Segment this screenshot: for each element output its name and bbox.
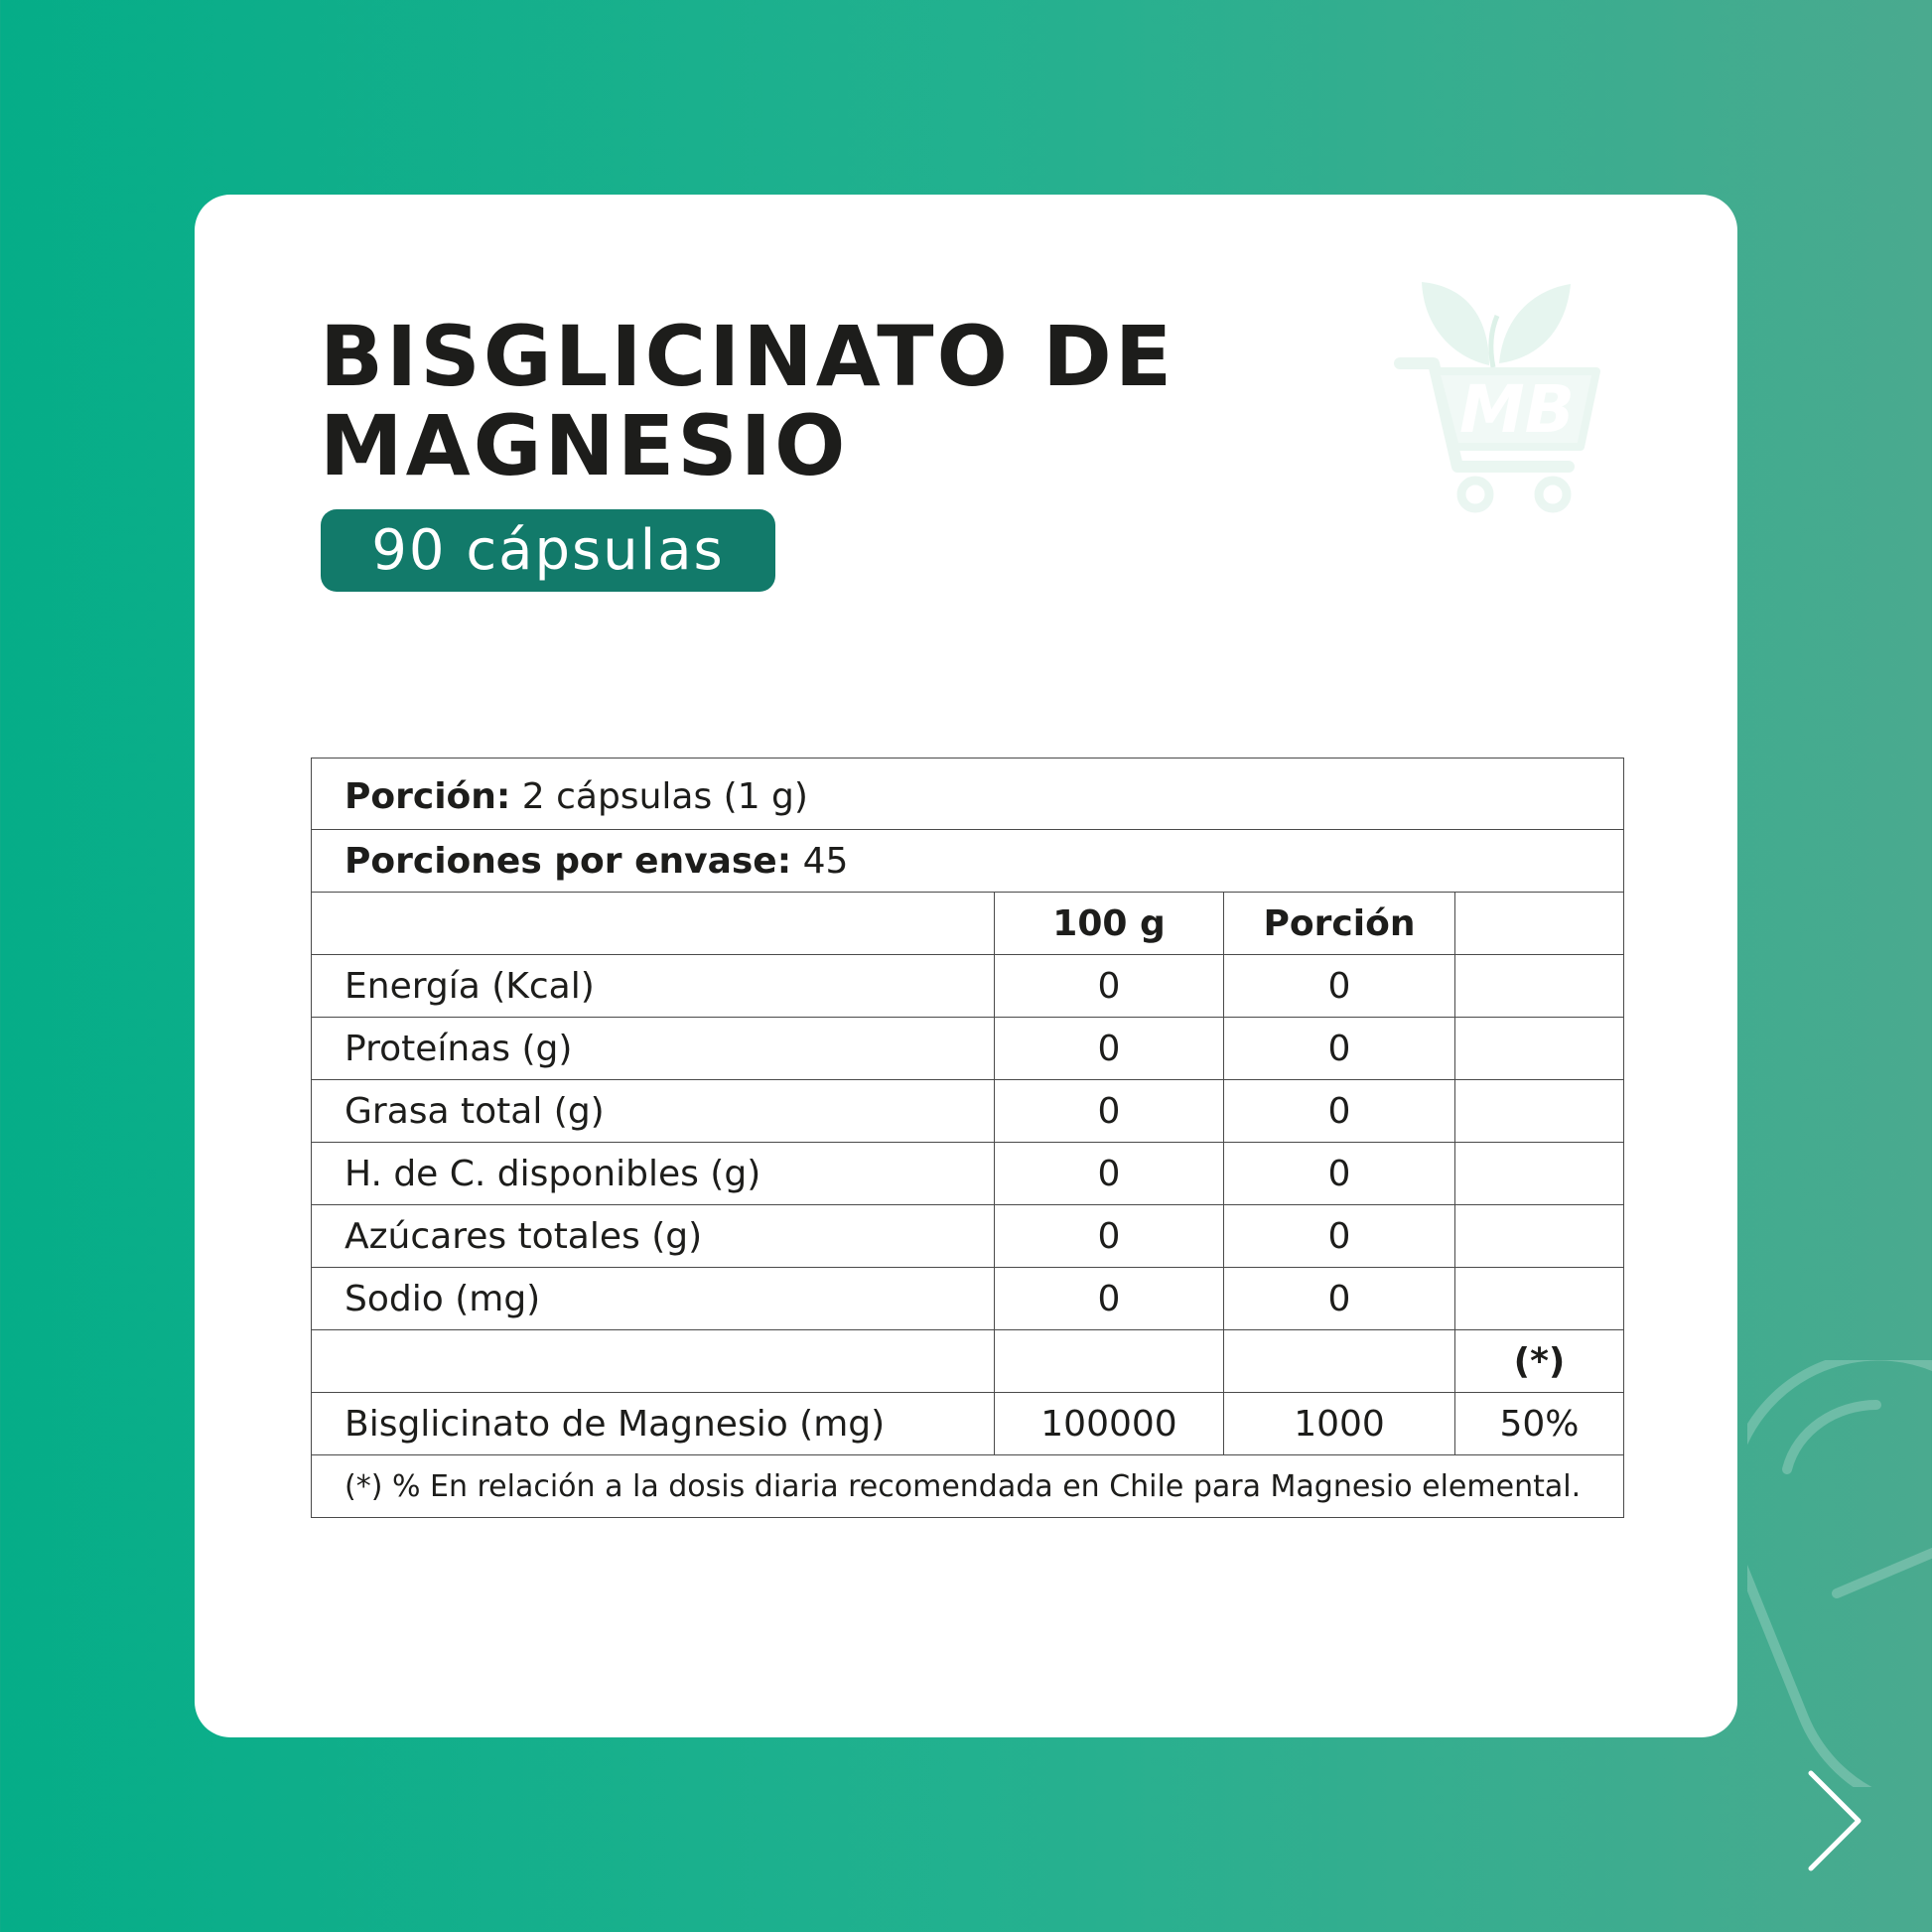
portion-label: Porción: — [345, 776, 511, 817]
footnote: (*) % En relación a la dosis diaria recomendada en Chile para Magnesio elemental. — [312, 1455, 1624, 1518]
row-portion-cell: 0 — [1224, 1205, 1455, 1268]
pct-header-cell: (*) — [1455, 1330, 1624, 1393]
row-pct-cell — [1455, 1143, 1624, 1205]
pct-header-row — [312, 1330, 1624, 1393]
svg-text:MB: MB — [1459, 371, 1575, 448]
servings-row — [312, 830, 1624, 893]
row-per100-cell: 0 — [995, 955, 1224, 1018]
row-portion-cell: 0 — [1224, 955, 1455, 1018]
table-header-row — [312, 893, 1624, 955]
row-per100-cell: 0 — [995, 1080, 1224, 1143]
chevron-right-icon[interactable] — [1805, 1769, 1864, 1872]
row-pct-cell — [1455, 1268, 1624, 1330]
row-pct-cell — [1455, 955, 1624, 1018]
portion-value: 2 cápsulas (1 g) — [510, 776, 808, 817]
title-line-1: BISGLICINATO DE — [320, 308, 1175, 405]
row-portion-cell: 0 — [1224, 1018, 1455, 1080]
row-portion-cell: 0 — [1224, 1268, 1455, 1330]
portion-row — [312, 759, 1624, 830]
header-per100-cell: 100 g — [995, 893, 1224, 955]
header-pct-cell — [1455, 893, 1624, 955]
mg-pct-cell: 50% — [1455, 1393, 1624, 1455]
table-row — [312, 1143, 1624, 1205]
row-name-cell: Proteínas (g) — [312, 1018, 995, 1080]
mg-per100-cell: 100000 — [995, 1393, 1224, 1455]
capsule-count-badge: 90 cápsulas — [321, 509, 775, 592]
product-card — [195, 195, 1737, 1737]
row-name-cell: Azúcares totales (g) — [312, 1205, 995, 1268]
row-pct-cell — [1455, 1080, 1624, 1143]
header-portion-cell: Porción — [1224, 893, 1455, 955]
row-name-cell: Sodio (mg) — [312, 1268, 995, 1330]
table-row — [312, 955, 1624, 1018]
table-row — [312, 1080, 1624, 1143]
product-title — [320, 308, 1412, 494]
shopping-cart-leaf-icon — [1394, 268, 1612, 528]
nutrition-table — [311, 758, 1624, 1518]
mg-name-cell: Bisglicinato de Magnesio (mg) — [312, 1393, 995, 1455]
magnesium-row — [312, 1393, 1624, 1455]
row-pct-cell — [1455, 1205, 1624, 1268]
table-row — [312, 1018, 1624, 1080]
row-portion-cell: 0 — [1224, 1143, 1455, 1205]
title-line-2: MAGNESIO — [320, 397, 849, 494]
table-row — [312, 1205, 1624, 1268]
header-name-cell — [312, 893, 995, 955]
row-portion-cell: 0 — [1224, 1080, 1455, 1143]
row-pct-cell — [1455, 1018, 1624, 1080]
row-per100-cell: 0 — [995, 1205, 1224, 1268]
row-per100-cell: 0 — [995, 1268, 1224, 1330]
footnote-row — [312, 1455, 1624, 1518]
servings-label: Porciones por envase: — [345, 840, 792, 882]
row-name-cell: Grasa total (g) — [312, 1080, 995, 1143]
servings-value: 45 — [791, 840, 849, 882]
row-name-cell: H. de C. disponibles (g) — [312, 1143, 995, 1205]
row-per100-cell: 0 — [995, 1143, 1224, 1205]
table-row — [312, 1268, 1624, 1330]
capsule-icon — [1747, 1360, 1932, 1787]
row-name-cell: Energía (Kcal) — [312, 955, 995, 1018]
mg-portion-cell: 1000 — [1224, 1393, 1455, 1455]
row-per100-cell: 0 — [995, 1018, 1224, 1080]
